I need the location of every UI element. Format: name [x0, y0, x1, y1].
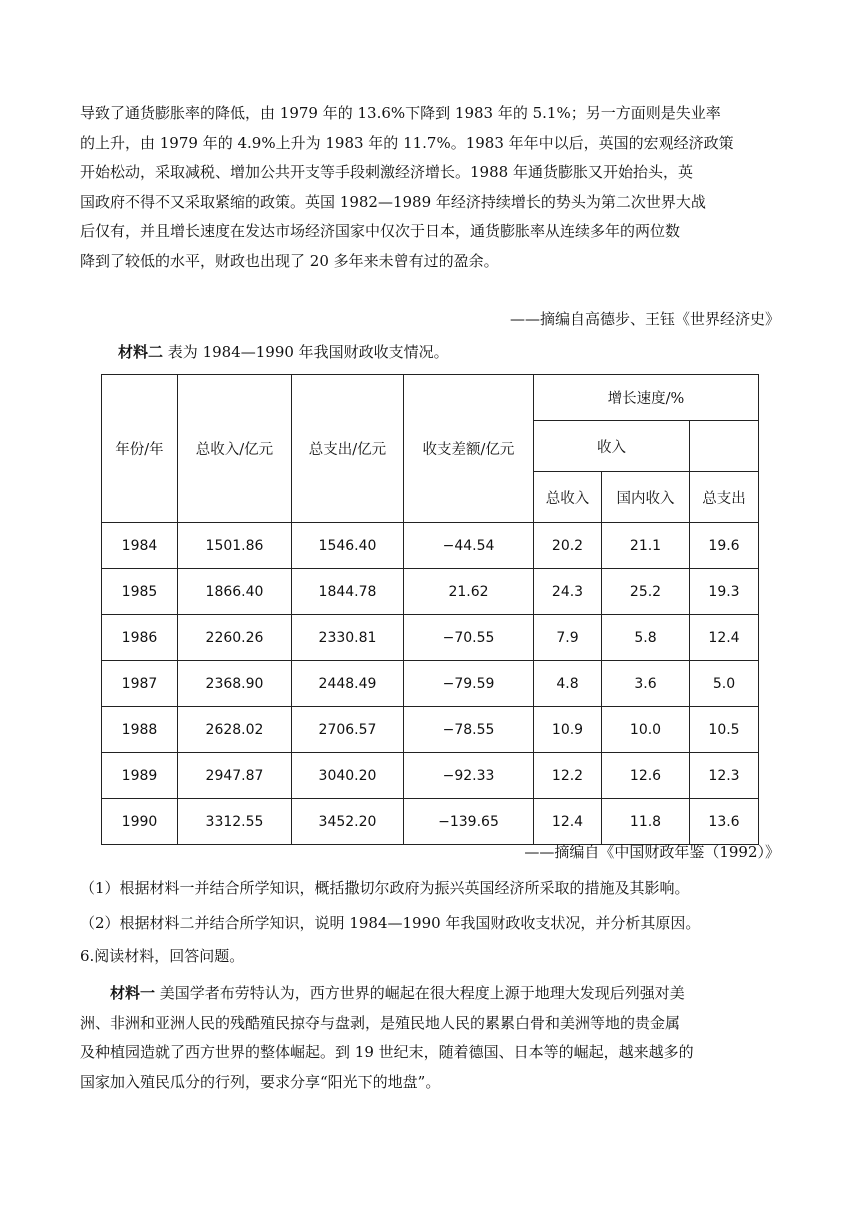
cell-total-expense: 2330.81 — [292, 615, 404, 661]
cell-balance: −70.55 — [404, 615, 534, 661]
text-line: 导致了通货膨胀率的降低，由 1979 年的 13.6%下降到 1983 年的 5.1%；另一方面则是失业率 — [80, 104, 721, 122]
cell-total-income: 2368.90 — [178, 661, 292, 707]
table-row — [102, 661, 759, 707]
material-one-label: 材料一 — [110, 984, 156, 1002]
source-citation-1: ——摘编自高德步、王钰《世界经济史》 — [509, 310, 780, 328]
cell-growth-domestic: 25.2 — [602, 569, 690, 615]
cell-year: 1986 — [102, 615, 178, 661]
table-row — [102, 615, 759, 661]
question-1: （1）根据材料一并结合所学知识，概括撒切尔政府为振兴英国经济所采取的措施及其影响。 — [80, 879, 690, 897]
material-two-text: 表为 1984—1990 年我国财政收支情况。 — [167, 343, 449, 361]
table-row — [102, 707, 759, 753]
cell-growth-income: 12.4 — [534, 799, 602, 845]
cell-balance: −92.33 — [404, 753, 534, 799]
cell-growth-expense: 10.5 — [690, 707, 759, 753]
text-line — [80, 979, 780, 1009]
text-line: 国政府不得不又采取紧缩的政策。英国 1982—1989 年经济持续增长的势头为第二次世界大战 — [80, 192, 706, 211]
cell-growth-expense: 12.3 — [690, 753, 759, 799]
cell-total-expense: 2706.57 — [292, 707, 404, 753]
material-two-label: 材料二 — [118, 343, 164, 361]
cell-growth-income: 7.9 — [534, 615, 602, 661]
cell-growth-domestic: 5.8 — [602, 615, 690, 661]
material-one-section — [80, 979, 780, 1097]
cell-total-income: 2628.02 — [178, 707, 292, 753]
cell-total-income: 2947.87 — [178, 753, 292, 799]
header-growth: 增长速度/% — [534, 375, 759, 421]
cell-balance: −79.59 — [404, 661, 534, 707]
cell-growth-domestic: 12.6 — [602, 753, 690, 799]
question-2: （2）根据材料二并结合所学知识，说明 1984—1990 年我国财政收支状况，并分析其原因。 — [80, 914, 701, 932]
cell-year: 1987 — [102, 661, 178, 707]
header-balance: 收支差额/亿元 — [404, 375, 534, 523]
cell-year: 1989 — [102, 753, 178, 799]
text-line: 及种植园造就了西方世界的整体崛起。到 19 世纪末，随着德国、日本等的崛起，越来越多的 — [80, 1043, 694, 1061]
cell-growth-domestic: 3.6 — [602, 661, 690, 707]
question-6-heading: 6.阅读材料，回答问题。 — [80, 947, 245, 965]
source-citation-2: ——摘编自《中国财政年鉴（1992）》 — [524, 843, 780, 861]
cell-growth-domestic: 21.1 — [602, 523, 690, 569]
cell-total-income: 1501.86 — [178, 523, 292, 569]
material-two-intro — [118, 338, 449, 367]
cell-balance: 21.62 — [404, 569, 534, 615]
cell-growth-expense: 13.6 — [690, 799, 759, 845]
cell-growth-expense: 12.4 — [690, 615, 759, 661]
cell-total-expense: 2448.49 — [292, 661, 404, 707]
header-income-group: 收入 — [534, 421, 690, 472]
text-line: 降到了较低的水平，财政也出现了 20 多年来未曾有过的盈余。 — [80, 251, 499, 270]
table-row — [102, 569, 759, 615]
cell-year: 1985 — [102, 569, 178, 615]
cell-growth-income: 4.8 — [534, 661, 602, 707]
cell-growth-income: 12.2 — [534, 753, 602, 799]
header-total-expense: 总支出/亿元 — [292, 375, 404, 523]
text-line: 开始松动，采取减税、增加公共开支等手段刺激经济增长。1988 年通货膨胀又开始抬头，英 — [80, 163, 693, 181]
header-empty-cell — [690, 421, 759, 472]
cell-total-expense: 1844.78 — [292, 569, 404, 615]
cell-balance: −78.55 — [404, 707, 534, 753]
cell-balance: −44.54 — [404, 523, 534, 569]
text-line: 国家加入殖民瓜分的行列，要求分享“阳光下的地盘”。 — [80, 1072, 441, 1091]
cell-total-income: 1866.40 — [178, 569, 292, 615]
header-year: 年份/年 — [102, 375, 178, 523]
cell-growth-expense: 5.0 — [690, 661, 759, 707]
table-row — [102, 523, 759, 569]
cell-balance: −139.65 — [404, 799, 534, 845]
cell-year: 1990 — [102, 799, 178, 845]
material-one-continuation — [80, 99, 780, 276]
cell-total-income: 3312.55 — [178, 799, 292, 845]
cell-growth-expense: 19.6 — [690, 523, 759, 569]
cell-total-expense: 3040.20 — [292, 753, 404, 799]
cell-growth-expense: 19.3 — [690, 569, 759, 615]
cell-growth-income: 10.9 — [534, 707, 602, 753]
cell-year: 1984 — [102, 523, 178, 569]
cell-total-expense: 3452.20 — [292, 799, 404, 845]
text-span: 美国学者布劳特认为，西方世界的崛起在很大程度上源于地理大发现后列强对美 — [159, 984, 685, 1002]
cell-total-income: 2260.26 — [178, 615, 292, 661]
header-growth-total-expense: 总支出 — [690, 472, 759, 523]
cell-year: 1988 — [102, 707, 178, 753]
fiscal-table — [101, 374, 759, 845]
header-total-income: 总收入/亿元 — [178, 375, 292, 523]
text-line: 的上升，由 1979 年的 4.9%上升为 1983 年的 11.7%。1983 年年中以后，英国的宏观经济政策 — [80, 133, 734, 152]
table-row — [102, 753, 759, 799]
text-line: 后仅有，并且增长速度在发达市场经济国家中仅次于日本，通货膨胀率从连续多年的两位数 — [80, 222, 681, 240]
cell-growth-income: 20.2 — [534, 523, 602, 569]
cell-growth-domestic: 10.0 — [602, 707, 690, 753]
cell-growth-income: 24.3 — [534, 569, 602, 615]
cell-total-expense: 1546.40 — [292, 523, 404, 569]
cell-growth-domestic: 11.8 — [602, 799, 690, 845]
header-growth-total-income: 总收入 — [534, 472, 602, 523]
header-growth-domestic-income: 国内收入 — [602, 472, 690, 523]
text-line: 洲、非洲和亚洲人民的残酷殖民掠夺与盘剥，是殖民地人民的累累白骨和美洲等地的贵金属 — [80, 1013, 681, 1032]
